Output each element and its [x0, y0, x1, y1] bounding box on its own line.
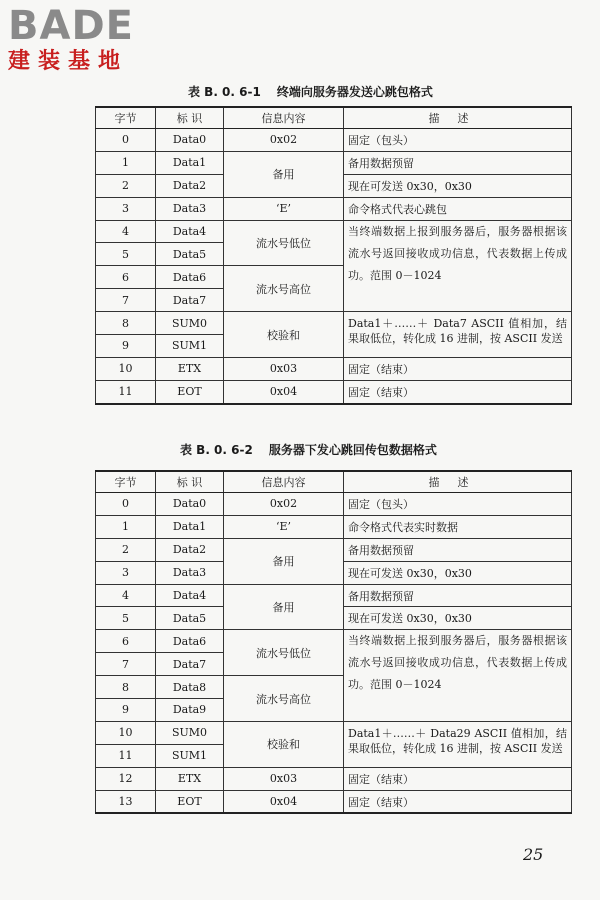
table2	[95, 470, 572, 814]
cell-byte: 2	[96, 538, 156, 561]
header-desc	[344, 471, 572, 493]
cell-desc: 固定（结束）	[344, 767, 572, 790]
cell-name: SUM0	[156, 721, 224, 744]
cell-name: Data5	[156, 607, 224, 630]
cell-desc: 固定（包头）	[344, 493, 572, 516]
table-row	[96, 151, 572, 174]
table-row	[96, 312, 572, 335]
table-row	[96, 129, 572, 152]
cell-name: Data3	[156, 561, 224, 584]
cell-name: ETX	[156, 357, 224, 380]
table-row	[96, 515, 572, 538]
table1-title: 终端向服务器发送心跳包格式	[276, 85, 433, 99]
header-desc-label: 描述	[428, 476, 487, 489]
table1-number: 表 B. 0. 6-1	[188, 85, 261, 99]
cell-name: Data6	[156, 266, 224, 289]
table-row	[96, 584, 572, 607]
table2-caption	[180, 441, 437, 458]
cell-name: Data0	[156, 129, 224, 152]
page-number: 25	[523, 845, 544, 864]
cell-name: Data5	[156, 243, 224, 266]
header-byte: 字节	[96, 107, 156, 129]
cell-name: SUM0	[156, 312, 224, 335]
cell-byte: 8	[96, 312, 156, 335]
cell-byte: 1	[96, 151, 156, 174]
cell-content: 0x04	[224, 790, 344, 813]
cell-content: 备用	[224, 151, 344, 197]
header-byte: 字节	[96, 471, 156, 493]
table-header-row	[96, 471, 572, 493]
cell-byte: 5	[96, 243, 156, 266]
logo-text-cn: 建装基地	[8, 49, 129, 74]
table-row	[96, 220, 572, 243]
cell-byte: 7	[96, 653, 156, 676]
header-content: 信息内容	[224, 471, 344, 493]
cell-name: EOT	[156, 380, 224, 403]
cell-name: Data8	[156, 676, 224, 699]
cell-content: 备用	[224, 584, 344, 630]
cell-desc: 备用数据预留	[344, 151, 572, 174]
table2-title: 服务器下发心跳回传包数据格式	[268, 443, 437, 457]
cell-content: 0x02	[224, 493, 344, 516]
table1-caption	[188, 83, 433, 100]
table-row	[96, 357, 572, 380]
table-row	[96, 721, 572, 744]
cell-byte: 5	[96, 607, 156, 630]
cell-name: EOT	[156, 790, 224, 813]
cell-desc: 命令格式代表实时数据	[344, 515, 572, 538]
cell-content: 校验和	[224, 721, 344, 767]
cell-content: ‘E’	[224, 197, 344, 220]
cell-content: 0x03	[224, 357, 344, 380]
cell-byte: 0	[96, 493, 156, 516]
cell-content: 流水号高位	[224, 266, 344, 312]
cell-byte: 9	[96, 335, 156, 358]
cell-desc: 当终端数据上报到服务器后，服务器根据该流水号返回接收成功信息，代表数据上传成功。范围 0－1024	[344, 220, 572, 312]
cell-name: Data4	[156, 584, 224, 607]
cell-content: 校验和	[224, 312, 344, 358]
cell-name: Data2	[156, 538, 224, 561]
header-content: 信息内容	[224, 107, 344, 129]
cell-byte: 10	[96, 357, 156, 380]
cell-byte: 7	[96, 289, 156, 312]
cell-desc: 现在可发送 0x30，0x30	[344, 174, 572, 197]
cell-desc: Data1＋……＋ Data29 ASCII 值相加，结果取低位，转化成 16 进制，按 ASCII 发送	[344, 721, 572, 767]
cell-byte: 3	[96, 197, 156, 220]
header-desc-label: 描述	[428, 112, 487, 125]
table-row	[96, 380, 572, 403]
cell-byte: 11	[96, 380, 156, 403]
cell-name: Data0	[156, 493, 224, 516]
cell-byte: 1	[96, 515, 156, 538]
cell-byte: 6	[96, 266, 156, 289]
table-header-row	[96, 107, 572, 129]
table2-number: 表 B. 0. 6-2	[180, 443, 253, 457]
cell-desc: 现在可发送 0x30，0x30	[344, 607, 572, 630]
header-name: 标 识	[156, 471, 224, 493]
cell-name: Data9	[156, 699, 224, 722]
cell-name: Data1	[156, 151, 224, 174]
cell-byte: 9	[96, 699, 156, 722]
cell-content: 流水号低位	[224, 630, 344, 676]
cell-content: 0x02	[224, 129, 344, 152]
cell-byte: 12	[96, 767, 156, 790]
cell-name: SUM1	[156, 744, 224, 767]
cell-name: Data1	[156, 515, 224, 538]
cell-content: 0x04	[224, 380, 344, 403]
cell-desc: 固定（包头）	[344, 129, 572, 152]
table-row	[96, 767, 572, 790]
cell-byte: 4	[96, 584, 156, 607]
cell-desc: 命令格式代表心跳包	[344, 197, 572, 220]
table1	[95, 106, 572, 405]
cell-byte: 0	[96, 129, 156, 152]
logo-text-en: BADE	[8, 3, 134, 49]
cell-byte: 8	[96, 676, 156, 699]
cell-desc: Data1＋……＋ Data7 ASCII 值相加，结果取低位，转化成 16 进制，按 ASCII 发送	[344, 312, 572, 358]
cell-byte: 13	[96, 790, 156, 813]
cell-name: Data3	[156, 197, 224, 220]
cell-name: Data7	[156, 653, 224, 676]
cell-name: Data6	[156, 630, 224, 653]
header-desc	[344, 107, 572, 129]
site-logo	[8, 4, 134, 76]
header-name: 标 识	[156, 107, 224, 129]
cell-desc: 当终端数据上报到服务器后，服务器根据该流水号返回接收成功信息，代表数据上传成功。范围 0－1024	[344, 630, 572, 722]
cell-desc: 固定（结束）	[344, 380, 572, 403]
cell-byte: 11	[96, 744, 156, 767]
cell-desc: 固定（结束）	[344, 790, 572, 813]
cell-byte: 6	[96, 630, 156, 653]
table-row	[96, 630, 572, 653]
cell-name: Data4	[156, 220, 224, 243]
table-row	[96, 493, 572, 516]
cell-name: ETX	[156, 767, 224, 790]
cell-content: ‘E’	[224, 515, 344, 538]
cell-byte: 3	[96, 561, 156, 584]
cell-content: 0x03	[224, 767, 344, 790]
cell-content: 流水号低位	[224, 220, 344, 266]
cell-name: Data7	[156, 289, 224, 312]
cell-content: 备用	[224, 538, 344, 584]
cell-content: 流水号高位	[224, 676, 344, 722]
cell-byte: 10	[96, 721, 156, 744]
cell-desc: 备用数据预留	[344, 538, 572, 561]
cell-name: Data2	[156, 174, 224, 197]
cell-desc: 固定（结束）	[344, 357, 572, 380]
cell-byte: 2	[96, 174, 156, 197]
cell-name: SUM1	[156, 335, 224, 358]
table-row	[96, 790, 572, 813]
table-row	[96, 197, 572, 220]
cell-desc: 现在可发送 0x30，0x30	[344, 561, 572, 584]
cell-desc: 备用数据预留	[344, 584, 572, 607]
table-row	[96, 538, 572, 561]
cell-byte: 4	[96, 220, 156, 243]
